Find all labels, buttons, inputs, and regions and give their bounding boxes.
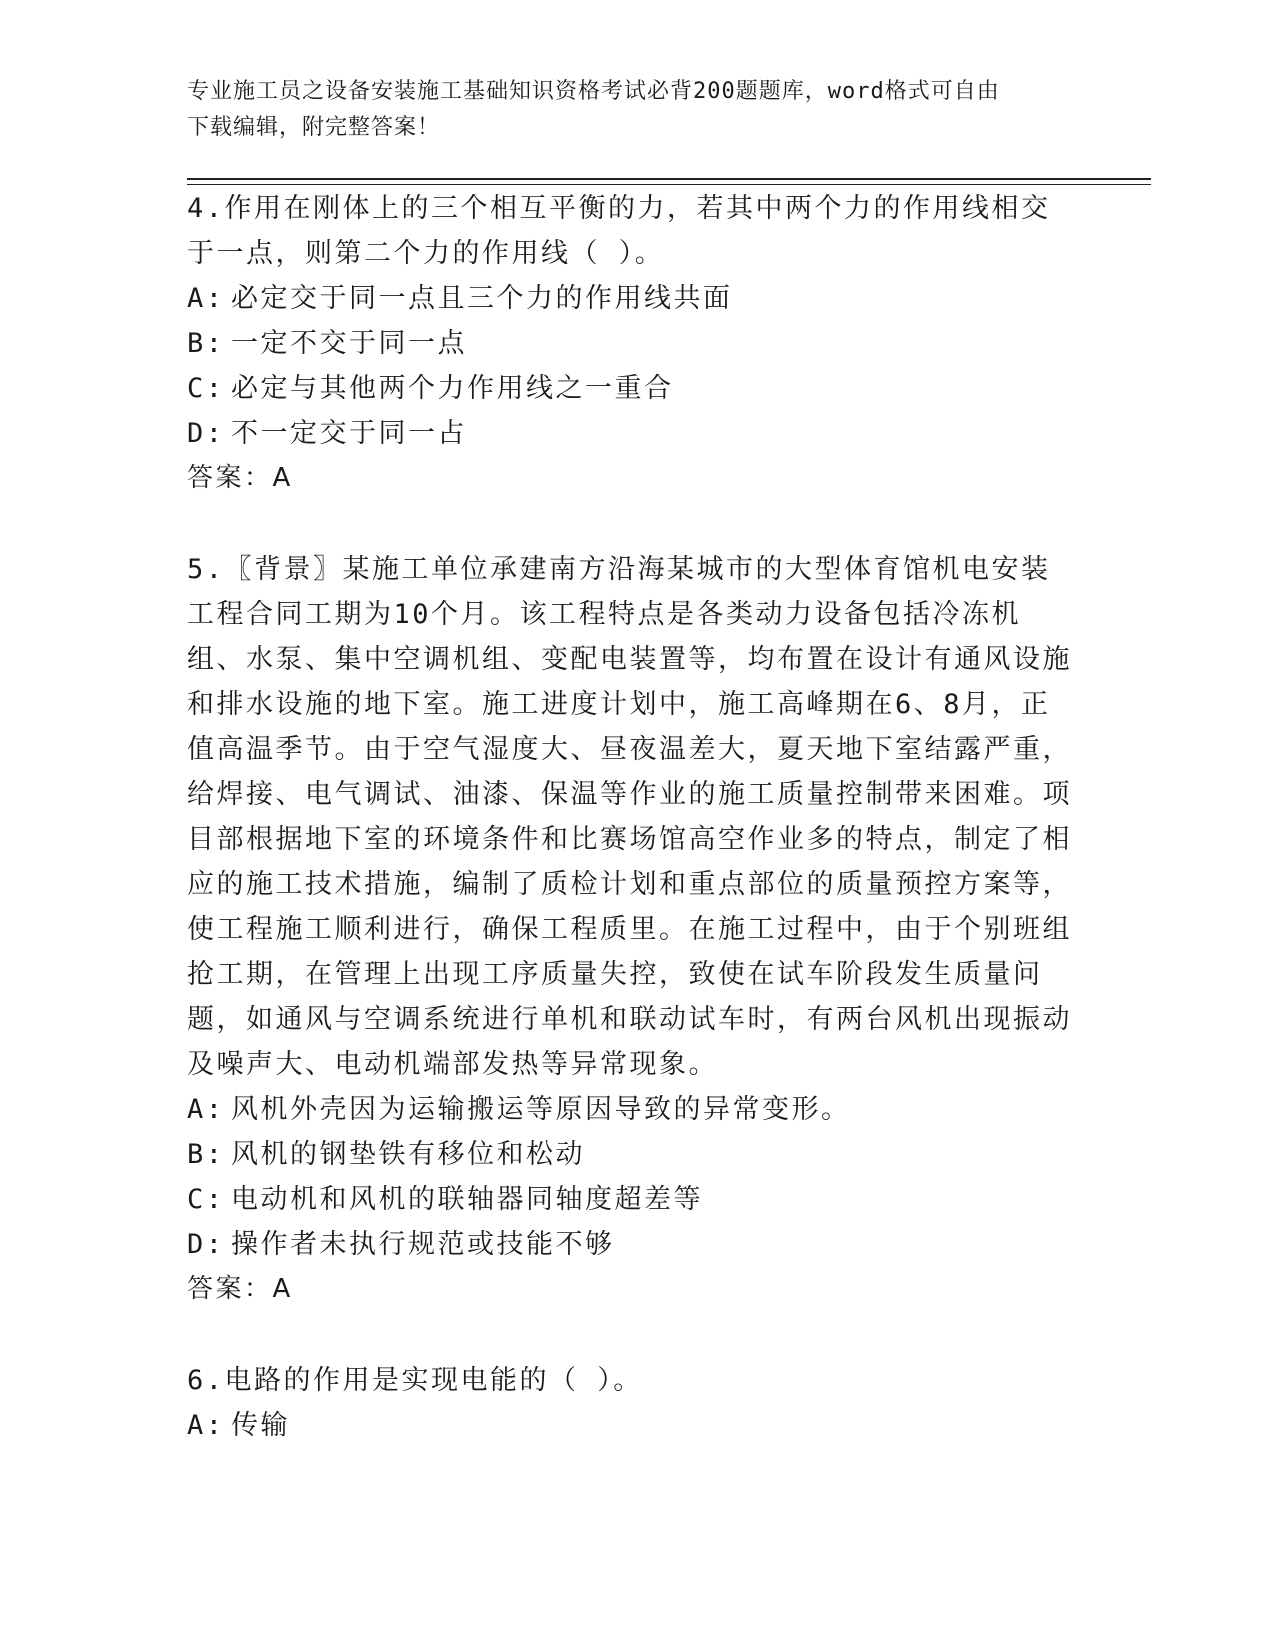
document-header	[187, 74, 1067, 146]
option-key: D:	[187, 418, 225, 449]
option-text: 风机的钢垫铁有移位和松动	[231, 1139, 585, 1170]
question-stem: 5.〖背景〗某施工单位承建南方沿海某城市的大型体育馆机电安装工程合同工期为10个月。该工程特点是各类动力设备包括冷冻机组、水泵、集中空调机组、变配电装置等，均布置在设计有通风设施和排水设施的地下室。施工进度计划中，施工高峰期在6、8月，正值高温季节。由于空气湿度大、昼夜温差大，夏天地下室结露严重，给焊接、电气调试、油漆、保温等作业的施工质量控制带来困难。项目部根据地下室的环境条件和比赛场馆高空作业多的特点，制定了相应的施工技术措施，编制了质检计划和重点部位的质量预控方案等，使工程施工顺利进行，确保工程质里。在施工过程中，由于个别班组抢工期，在管理上出现工序质量失控，致使在试车阶段发生质量问题，如通风与空调系统进行单机和联动试车时，有两台风机出现振动及噪声大、电动机端部发热等异常现象。	[187, 554, 1072, 1080]
question-stem: 6.电路的作用是实现电能的（ ）。	[187, 1365, 643, 1396]
option-d	[187, 1222, 1077, 1267]
option-key: A:	[187, 1410, 225, 1441]
question-6	[187, 1358, 1077, 1448]
option-key: A:	[187, 1094, 225, 1125]
header-divider-thin	[187, 184, 1151, 185]
header-divider-thick	[187, 178, 1151, 180]
option-d	[187, 411, 1077, 456]
answer-line: 答案：A	[187, 1274, 293, 1304]
option-b	[187, 1132, 1077, 1177]
question-spacer	[187, 1312, 1077, 1358]
option-a	[187, 1087, 1077, 1132]
option-text: 不一定交于同一占	[231, 418, 467, 449]
question-list	[187, 186, 1077, 1448]
option-a	[187, 1403, 1077, 1448]
option-key: B:	[187, 1139, 225, 1170]
option-key: A:	[187, 283, 225, 314]
question-spacer	[187, 501, 1077, 547]
question-4	[187, 186, 1077, 501]
option-b	[187, 321, 1077, 366]
option-a	[187, 276, 1077, 321]
option-key: C:	[187, 373, 225, 404]
option-key: C:	[187, 1184, 225, 1215]
header-line-1: 专业施工员之设备安装施工基础知识资格考试必背200题题库，word格式可自由	[187, 79, 1000, 104]
option-key: B:	[187, 328, 225, 359]
option-text: 风机外壳因为运输搬运等原因导致的异常变形。	[231, 1094, 851, 1125]
option-c	[187, 366, 1077, 411]
option-text: 传输	[231, 1410, 290, 1441]
option-text: 必定与其他两个力作用线之一重合	[231, 373, 674, 404]
answer-line: 答案：A	[187, 463, 293, 493]
option-text: 必定交于同一点且三个力的作用线共面	[231, 283, 733, 314]
option-key: D:	[187, 1229, 225, 1260]
header-line-2: 下载编辑，附完整答案！	[187, 115, 441, 140]
question-5	[187, 547, 1077, 1312]
option-c	[187, 1177, 1077, 1222]
option-text: 操作者未执行规范或技能不够	[231, 1229, 615, 1260]
option-text: 电动机和风机的联轴器同轴度超差等	[231, 1184, 703, 1215]
question-stem: 4.作用在刚体上的三个相互平衡的力，若其中两个力的作用线相交于一点，则第二个力的作用线（ ）。	[187, 193, 1051, 269]
option-text: 一定不交于同一点	[231, 328, 467, 359]
